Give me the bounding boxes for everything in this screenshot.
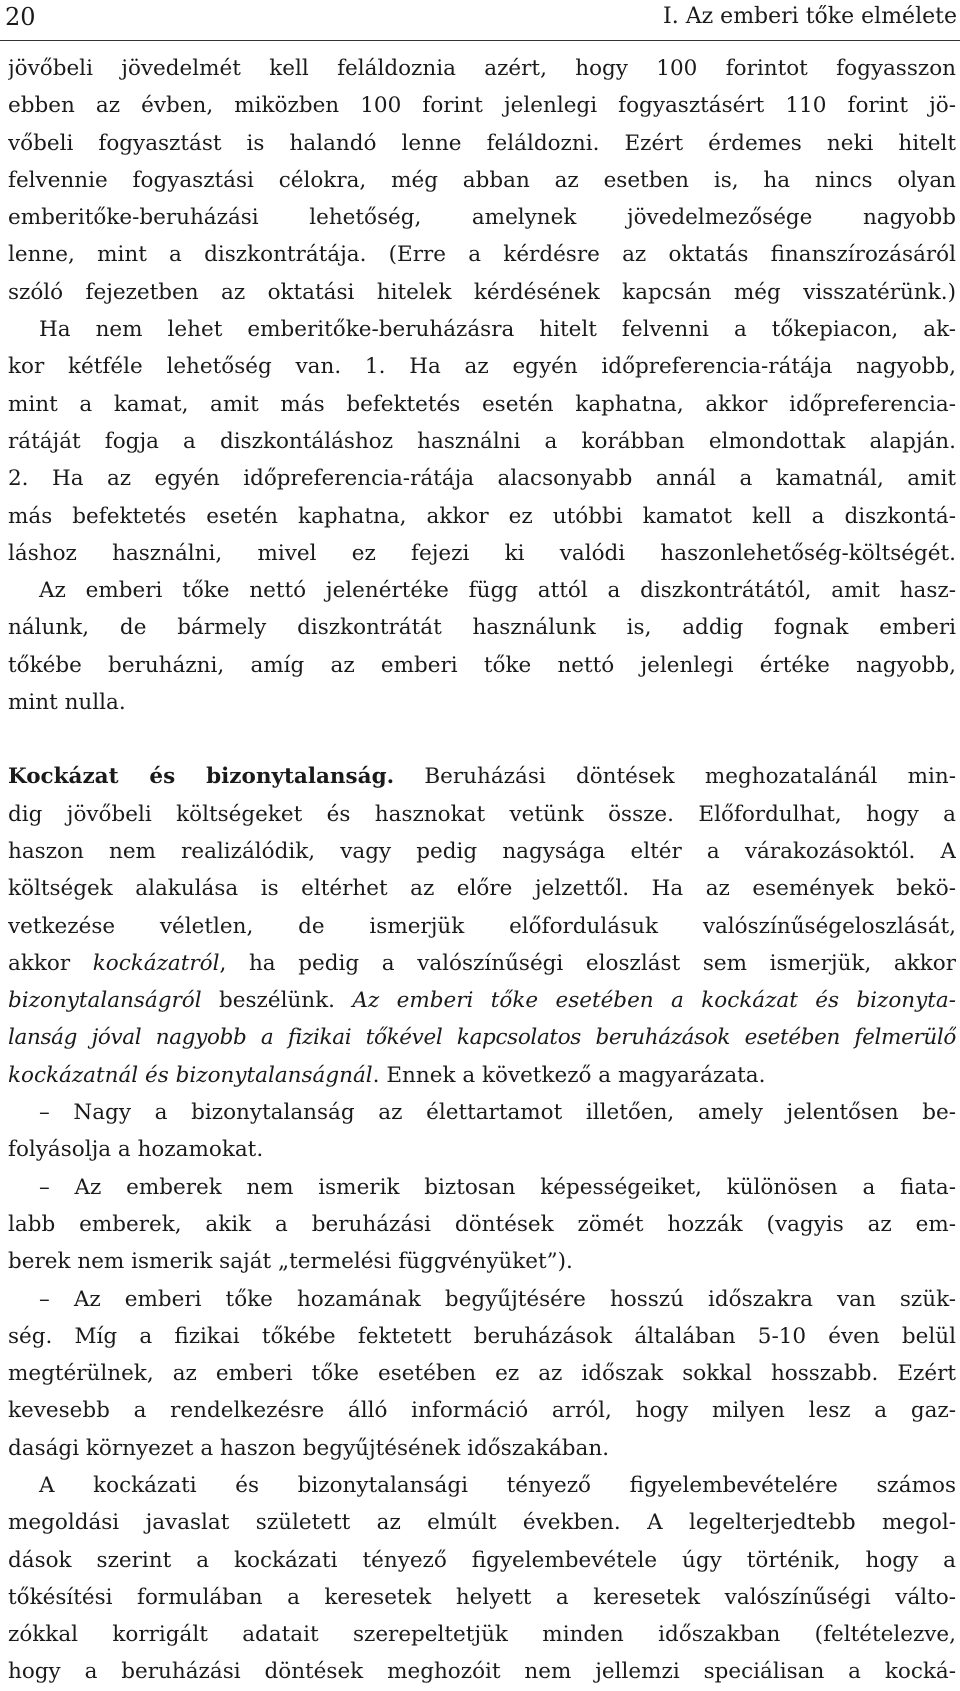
- text-line: hogy a beruházási döntések meghozóit nem jellemzi speciálisan a kocká-: [8, 1659, 956, 1685]
- paragraph: [8, 1467, 956, 1691]
- text-line: [8, 758, 956, 795]
- paragraph-gap: [8, 721, 956, 758]
- text-line: zókkal korrigált adatait szerepeltetjük minden időszakban (feltételezve,: [8, 1622, 956, 1648]
- text-run: Beruházási döntések meghozatalánál min-: [394, 764, 956, 790]
- text-line: mint nulla.: [8, 690, 126, 716]
- text-line: berek nem ismerik saját „termelési függvényüket”).: [8, 1249, 573, 1275]
- paragraph-continuation: [8, 50, 956, 572]
- text-line: ség. Míg a fizikai tőkébe fektetett beruházások általában 5-10 éven belül: [8, 1323, 956, 1349]
- text-line: tőkésítési formulában a keresetek helyett a keresetek valószínűségi válto-: [8, 1584, 956, 1610]
- text-run: . Ennek a következő a magyarázata.: [372, 1062, 766, 1088]
- text-line: Ha nem lehet emberitőke-beruházásra hitelt felvenni a tőkepiacon, ak-: [39, 317, 956, 343]
- italic-emphasis: Az emberi tőke esetében a kockázat és bizonyta-: [352, 988, 956, 1014]
- text-line: megoldási javaslat született az elmúlt években. A legelterjedtebb megol-: [8, 1510, 956, 1536]
- running-title: I. Az emberi tőke elmélete: [663, 4, 957, 29]
- text-line: emberitőke-beruházási lehetőség, amelynek jövedelmezősége nagyobb: [8, 205, 956, 231]
- page-header: [0, 0, 960, 41]
- text-line: vőbeli fogyasztást is halandó lenne feláldozni. Ezért érdemes neki hitelt: [8, 130, 956, 156]
- text-line: – Az emberek nem ismerik biztosan képességeiket, különösen a fiata-: [39, 1174, 956, 1200]
- text-run: akkor: [8, 950, 93, 976]
- text-line: vetkezése véletlen, de ismerjük előfordulásuk valószínűségeloszlását,: [8, 913, 956, 939]
- text-line: [8, 982, 956, 1019]
- text-line: lenne, mint a diszkontrátája. (Erre a kérdésre az oktatás finanszírozásáról: [8, 242, 956, 268]
- text-line: – Nagy a bizonytalanság az élettartamot illetően, amely jelentősen be-: [39, 1100, 956, 1126]
- text-line: lanság jóval nagyobb a fizikai tőkével kapcsolatos beruházások esetében felmerülő: [8, 1025, 956, 1051]
- text-line: felvennie fogyasztási célokra, még abban az esetben is, ha nincs olyan: [8, 167, 956, 193]
- text-line: kor kétféle lehetőség van. 1. Ha az egyén időpreferencia-rátája nagyobb,: [8, 354, 956, 380]
- text-line: jövőbeli jövedelmét kell feláldoznia azért, hogy 100 forintot fogyasszon: [8, 56, 956, 81]
- text-line: haszon nem realizálódik, vagy pedig nagysága eltér a várakozásoktól. A: [8, 838, 956, 864]
- text-line: A kockázati és bizonytalansági tényező figyelembevételére számos: [39, 1472, 956, 1498]
- text-line: 2. Ha az egyén időpreferencia-rátája alacsonyabb annál a kamatnál, amit: [8, 466, 956, 492]
- text-line: labb emberek, akik a beruházási döntések zömét hozzák (vagyis az em-: [8, 1211, 956, 1237]
- text-line: tőkébe beruházni, amíg az emberi tőke nettó jelenlegi értéke nagyobb,: [8, 652, 956, 678]
- text-line: nálunk, de bármely diszkontrátát használunk is, addig fognak emberi: [8, 615, 956, 641]
- text-line: – Az emberi tőke hozamának begyűjtésére hosszú időszakra van szük-: [39, 1286, 956, 1312]
- page-number: 20: [5, 3, 36, 31]
- body-text: [8, 50, 956, 1691]
- text-line: mint a kamat, amit más befektetés esetén kaphatna, akkor időpreferencia-: [8, 391, 956, 417]
- text-line: dások szerint a kockázati tényező figyelembevétele úgy történik, hogy a: [8, 1547, 956, 1573]
- text-line: dig jövőbeli költségeket és hasznokat vetünk össze. Előfordulhat, hogy a: [8, 801, 956, 827]
- text-line: ebben az évben, miközben 100 forint jelenlegi fogyasztásért 110 forint jö-: [8, 93, 956, 119]
- paragraph: [8, 572, 956, 721]
- text-line: rátáját fogja a diszkontáláshoz használni a korábban elmondottak alapján.: [8, 428, 956, 454]
- text-line: folyásolja a hozamokat.: [8, 1137, 264, 1163]
- list-item: [8, 1169, 956, 1281]
- text-run: beszélünk.: [201, 988, 353, 1014]
- list-item: [8, 1281, 956, 1467]
- italic-term: bizonytalanságról: [8, 988, 202, 1014]
- text-line: [8, 945, 956, 982]
- section-heading: Kockázat és bizonytalanság.: [8, 764, 395, 790]
- text-line: Az emberi tőke nettó jelenértéke függ attól a diszkontrátától, amit hasz-: [39, 578, 956, 604]
- text-line: kevesebb a rendelkezésre álló információ arról, hogy milyen lesz a gaz-: [8, 1398, 956, 1424]
- text-line: szóló fejezetben az oktatási hitelek kérdésének kapcsán még visszatérünk.): [8, 279, 956, 305]
- text-line: láshoz használni, mivel ez fejezi ki valódi haszonlehetőség-költségét.: [8, 540, 956, 566]
- italic-term: kockázatról: [92, 950, 220, 976]
- italic-emphasis: kockázatnál és bizonytalanságnál: [8, 1062, 373, 1088]
- list-item: [8, 1094, 956, 1169]
- text-line: megtérülnek, az emberi tőke esetében ez az időszak sokkal hosszabb. Ezért: [8, 1361, 956, 1387]
- text-line: költségek alakulása is eltérhet az előre jelzettől. Ha az események bekö-: [8, 876, 956, 902]
- text-line: dasági környezet a haszon begyűjtésének időszakában.: [8, 1435, 610, 1461]
- text-line: más befektetés esetén kaphatna, akkor ez utóbbi kamatot kell a diszkontá-: [8, 503, 956, 529]
- text-line: [8, 1057, 956, 1094]
- text-run: , ha pedig a valószínűségi eloszlást sem ismerjük, akkor: [219, 950, 956, 976]
- section-risk-uncertainty: [8, 758, 956, 1094]
